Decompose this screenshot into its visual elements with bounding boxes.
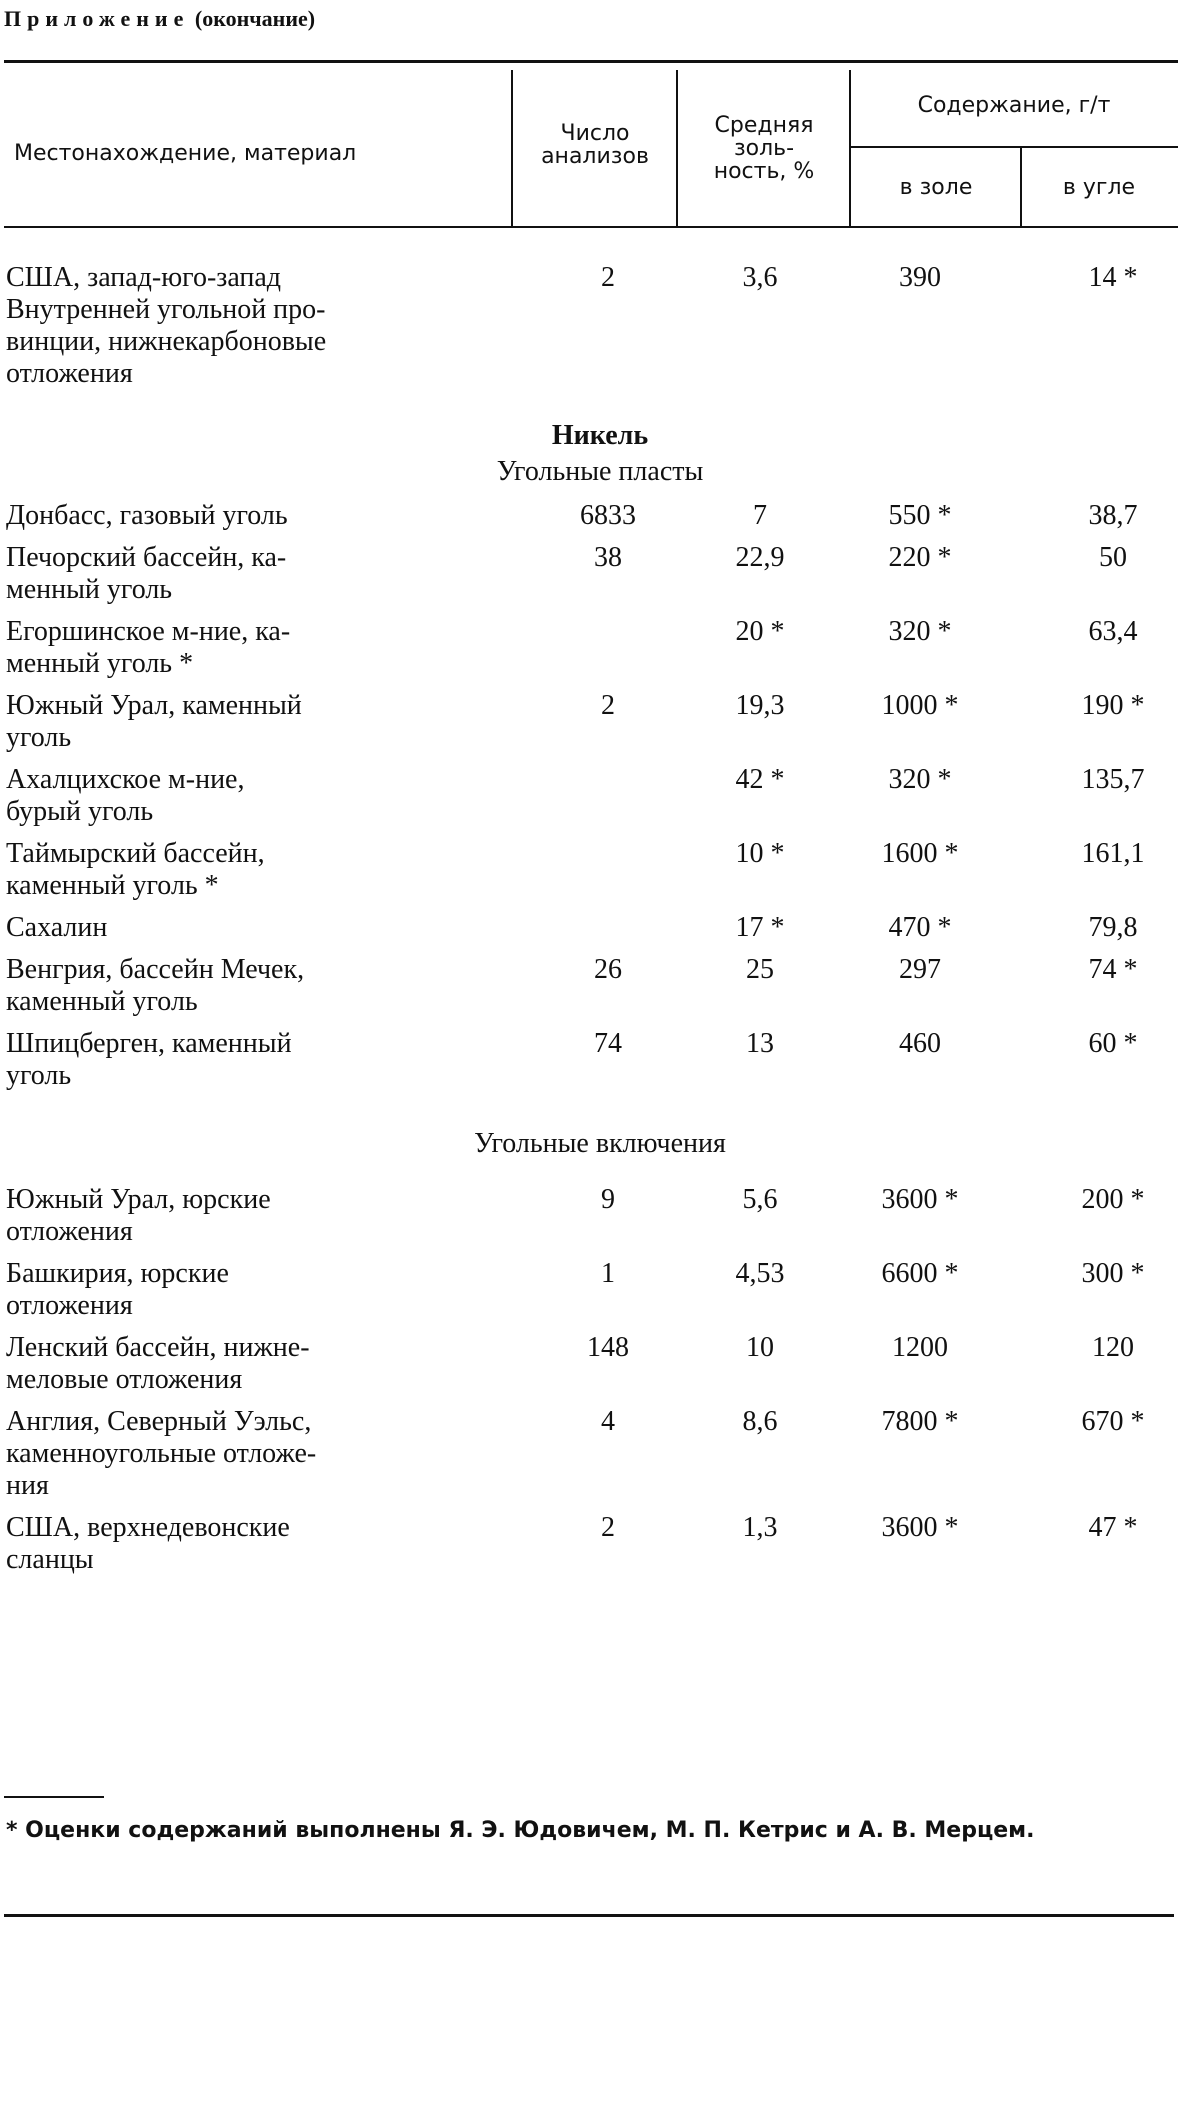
row-location bbox=[6, 1028, 476, 1092]
row-location-line: каменноугольные отложе- bbox=[6, 1438, 317, 1469]
row-location-line: Ахалцихское м-ние, bbox=[6, 764, 245, 795]
row-location bbox=[6, 838, 476, 902]
row-location-line: Южный Урал, каменный bbox=[6, 690, 302, 721]
section-coal-inclusions: Угольные включения bbox=[474, 1128, 726, 1159]
row-location-line: Венгрия, бассейн Мечек, bbox=[6, 954, 305, 985]
cell-in-ash: 3600 * bbox=[881, 1512, 959, 1543]
section-coal-seams: Угольные пласты bbox=[496, 456, 704, 487]
cell-in-ash: 1600 * bbox=[881, 838, 959, 869]
cell-ash: 1,3 bbox=[742, 1512, 778, 1543]
row-location-line: уголь bbox=[6, 722, 72, 753]
cell-in-coal: 670 * bbox=[1081, 1406, 1145, 1437]
row-location bbox=[6, 912, 476, 944]
cell-in-ash: 7800 * bbox=[881, 1406, 959, 1437]
row-location bbox=[6, 616, 476, 680]
row-location bbox=[6, 1332, 476, 1396]
page-bottom-rule bbox=[4, 1914, 1174, 1917]
cell-analyses: 9 bbox=[601, 1184, 615, 1215]
row-location-line: отложения bbox=[6, 358, 133, 389]
row-location-line: менный уголь bbox=[6, 574, 173, 605]
cell-ash: 4,53 bbox=[735, 1258, 785, 1289]
row-location-line: винции, нижнекарбоновые bbox=[6, 326, 327, 357]
row-location-line: каменный уголь * bbox=[6, 870, 219, 901]
cell-analyses: 38 bbox=[594, 542, 622, 573]
cell-in-ash: 1000 * bbox=[881, 690, 959, 721]
appendix-title bbox=[4, 6, 315, 32]
cell-analyses: 74 bbox=[594, 1028, 622, 1059]
cell-in-coal: 38,7 bbox=[1088, 500, 1138, 531]
header-analyses-line2: анализов bbox=[541, 144, 649, 169]
row-location-line: США, верхнедевонские bbox=[6, 1512, 290, 1543]
header-analyses-line1: Число bbox=[560, 121, 630, 146]
row-location bbox=[6, 1406, 476, 1502]
row-location-line: Башкирия, юрские bbox=[6, 1258, 229, 1289]
row-location-line: США, запад-юго-запад bbox=[6, 262, 282, 293]
cell-in-ash: 320 * bbox=[888, 616, 952, 647]
row-location bbox=[6, 1184, 476, 1248]
header-bottom-rule bbox=[4, 226, 1178, 228]
cell-in-ash: 550 * bbox=[888, 500, 952, 531]
col-divider-3 bbox=[849, 70, 851, 226]
cell-analyses: 4 bbox=[601, 1406, 615, 1437]
cell-ash: 42 * bbox=[735, 764, 785, 795]
cell-ash: 5,6 bbox=[742, 1184, 778, 1215]
row-location-line: Донбасс, газовый уголь bbox=[6, 500, 288, 531]
cell-in-ash: 6600 * bbox=[881, 1258, 959, 1289]
row-location-line: менный уголь * bbox=[6, 648, 194, 679]
appendix-note: (окончание) bbox=[194, 6, 316, 31]
cell-ash: 19,3 bbox=[735, 690, 785, 721]
cell-analyses: 2 bbox=[601, 1512, 615, 1543]
cell-analyses: 6833 bbox=[580, 500, 636, 531]
row-location bbox=[6, 690, 476, 754]
row-location-line: отложения bbox=[6, 1290, 133, 1321]
col-divider-4 bbox=[1020, 148, 1022, 226]
cell-in-ash: 390 bbox=[899, 262, 941, 293]
cell-ash: 8,6 bbox=[742, 1406, 778, 1437]
cell-ash: 20 * bbox=[735, 616, 785, 647]
row-location-line: меловые отложения bbox=[6, 1364, 243, 1395]
content-subheader-rule bbox=[851, 146, 1178, 148]
row-location-line: Егоршинское м-ние, ка- bbox=[6, 616, 291, 647]
footnote: * Оценки содержаний выполнены Я. Э. Юдовичем, М. П. Кетрис и А. В. Мерцем. bbox=[6, 1818, 1035, 1843]
cell-in-coal: 79,8 bbox=[1088, 912, 1138, 943]
cell-in-coal: 14 * bbox=[1088, 262, 1138, 293]
row-location-line: бурый уголь bbox=[6, 796, 154, 827]
header-in-ash: в золе bbox=[899, 175, 973, 200]
cell-in-coal: 200 * bbox=[1081, 1184, 1145, 1215]
cell-in-ash: 1200 bbox=[892, 1332, 948, 1363]
header-in-coal: в угле bbox=[1062, 175, 1136, 200]
cell-analyses: 1 bbox=[601, 1258, 615, 1289]
row-location-line: сланцы bbox=[6, 1544, 94, 1575]
cell-in-ash: 320 * bbox=[888, 764, 952, 795]
row-location bbox=[6, 764, 476, 828]
cell-in-coal: 135,7 bbox=[1081, 764, 1145, 795]
row-location-line: Англия, Северный Уэльс, bbox=[6, 1406, 312, 1437]
row-location-line: Печорский бассейн, ка- bbox=[6, 542, 287, 573]
cell-ash: 10 * bbox=[735, 838, 785, 869]
cell-analyses: 2 bbox=[601, 690, 615, 721]
row-location-line: Южный Урал, юрские bbox=[6, 1184, 271, 1215]
section-element-title: Никель bbox=[551, 420, 649, 451]
header-content: Содержание, г/т bbox=[917, 93, 1111, 118]
cell-in-coal: 60 * bbox=[1088, 1028, 1138, 1059]
row-location-line: уголь bbox=[6, 1060, 72, 1091]
header-analyses bbox=[516, 122, 674, 168]
row-location-line: ния bbox=[6, 1470, 49, 1501]
cell-analyses: 26 bbox=[594, 954, 622, 985]
cell-ash: 22,9 bbox=[735, 542, 785, 573]
row-location bbox=[6, 1512, 476, 1576]
header-ash-line2: золь- bbox=[733, 136, 795, 161]
cell-in-ash: 297 bbox=[899, 954, 941, 985]
row-location bbox=[6, 500, 476, 532]
row-location bbox=[6, 1258, 476, 1322]
cell-ash: 25 bbox=[746, 954, 774, 985]
cell-in-coal: 74 * bbox=[1088, 954, 1138, 985]
cell-in-ash: 470 * bbox=[888, 912, 952, 943]
cell-analyses: 148 bbox=[587, 1332, 629, 1363]
cell-ash: 7 bbox=[753, 500, 767, 531]
cell-in-coal: 50 bbox=[1099, 542, 1127, 573]
row-location bbox=[6, 542, 476, 606]
row-location-line: Таймырский бассейн, bbox=[6, 838, 265, 869]
cell-in-coal: 120 bbox=[1092, 1332, 1134, 1363]
cell-in-ash: 460 bbox=[899, 1028, 941, 1059]
cell-ash: 10 bbox=[746, 1332, 774, 1363]
cell-ash: 17 * bbox=[735, 912, 785, 943]
cell-analyses: 2 bbox=[601, 262, 615, 293]
row-location bbox=[6, 954, 476, 1018]
cell-in-ash: 3600 * bbox=[881, 1184, 959, 1215]
header-top-rule bbox=[4, 60, 1178, 63]
col-divider-2 bbox=[676, 70, 678, 226]
header-ash bbox=[680, 114, 848, 183]
header-ash-line1: Средняя bbox=[714, 113, 814, 138]
cell-ash: 3,6 bbox=[742, 262, 778, 293]
header-location: Местонахождение, материал bbox=[14, 141, 357, 166]
cell-in-coal: 63,4 bbox=[1088, 616, 1138, 647]
row-location-line: отложения bbox=[6, 1216, 133, 1247]
row-location-line: Сахалин bbox=[6, 912, 108, 943]
row-location-line: Внутренней угольной про- bbox=[6, 294, 326, 325]
cell-in-coal: 300 * bbox=[1081, 1258, 1145, 1289]
row-location-line: Шпицберген, каменный bbox=[6, 1028, 292, 1059]
header-ash-line3: ность, % bbox=[713, 159, 815, 184]
cell-in-coal: 161,1 bbox=[1081, 838, 1145, 869]
cell-in-coal: 190 * bbox=[1081, 690, 1145, 721]
row-location-line: Ленский бассейн, нижне- bbox=[6, 1332, 310, 1363]
cell-ash: 13 bbox=[746, 1028, 774, 1059]
col-divider-1 bbox=[511, 70, 513, 226]
row-location bbox=[6, 262, 476, 390]
appendix-word: Приложение bbox=[4, 6, 190, 31]
cell-in-ash: 220 * bbox=[888, 542, 952, 573]
footnote-rule bbox=[4, 1796, 104, 1798]
cell-in-coal: 47 * bbox=[1088, 1512, 1138, 1543]
row-location-line: каменный уголь bbox=[6, 986, 198, 1017]
